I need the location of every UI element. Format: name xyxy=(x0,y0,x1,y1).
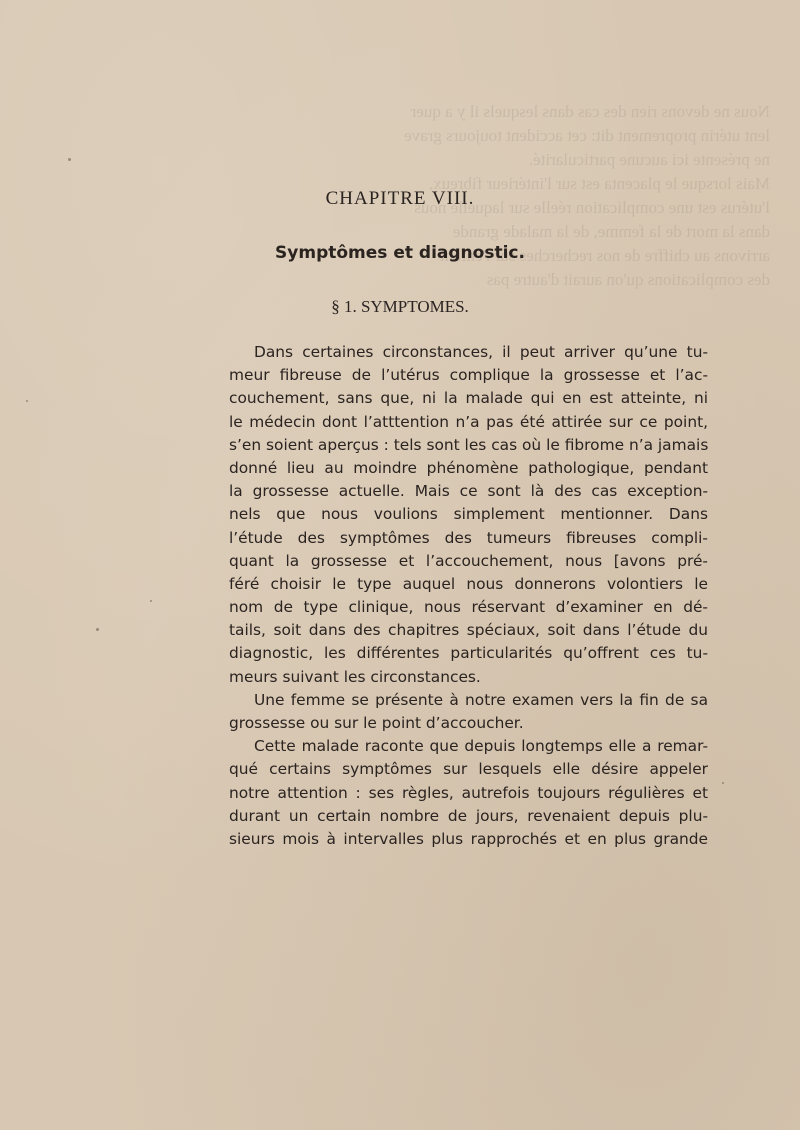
text-line: Une femme se présente à notre examen vers la fin de sa xyxy=(254,690,708,709)
text-line: le médecin dont l’atttention n’a pas été attirée sur ce point, xyxy=(229,412,708,431)
text-line: quant la grossesse et l’accouchement, nous [avons pré- xyxy=(229,551,708,570)
text-line: grossesse ou sur le point d’accoucher. xyxy=(229,714,524,732)
text-line: la grossesse actuelle. Mais ce sont là des cas exception- xyxy=(229,482,708,501)
paper-speck xyxy=(150,600,152,602)
text-line: Cette malade raconte que depuis longtemps elle a remar- xyxy=(254,737,708,756)
text-line: féré choisir le type auquel nous donnerons volontiers le xyxy=(229,574,708,593)
text-line: nels que nous voulions simplement mentionner. Dans xyxy=(229,505,708,524)
text-line: durant un certain nombre de jours, revenaient depuis plu- xyxy=(229,806,708,825)
text-line: l’étude des symptômes des tumeurs fibreuses compli- xyxy=(229,528,708,547)
chapter-subtitle: Symptômes et diagnostic. xyxy=(275,243,525,263)
text-line: qué certains symptômes sur lesquels elle désire appeler xyxy=(229,760,708,779)
text-line: diagnostic, les différentes particularités qu’offrent ces tu- xyxy=(229,644,708,663)
paragraph-1 xyxy=(229,341,708,689)
show-through-text: Nous ne devons rien des cas dans lesquels il y a quer lent utérin proprement dit: cet accident toujours grave ne présente ici aucune particularité. Mais lorsque le placenta est sur l'intérieur fibreux, l'utérus est une complication réelle sur laquelle nous dans la mort de la femme, de la malade grande arrivons au chiffre de nos recherches sur l'enfant des complications qu'on aurait d'autre pas xyxy=(404,102,770,289)
paper-speck xyxy=(96,628,99,631)
paper-speck xyxy=(68,158,71,161)
text-line: couchement, sans que, ni la malade qui en est atteinte, ni xyxy=(229,389,708,408)
text-line: Dans certaines circonstances, il peut arriver qu’une tu- xyxy=(254,343,708,361)
text-line: donné lieu au moindre phénomène pathologique, pendant xyxy=(229,458,708,477)
text-line: tails, soit dans des chapitres spéciaux, soit dans l’étude du xyxy=(229,621,708,640)
paper-speck xyxy=(722,782,724,784)
text-line: notre attention : ses règles, autrefois toujours régulières et xyxy=(229,783,708,802)
text-line: sieurs mois à intervalles plus rapprochés et en plus grande xyxy=(229,829,708,848)
paragraph-3 xyxy=(229,735,708,851)
body-text xyxy=(229,341,708,851)
text-line: meurs suivant les circonstances. xyxy=(229,667,481,686)
paragraph-2 xyxy=(229,689,708,735)
text-line: meur fibreuse de l’utérus complique la grossesse et l’ac- xyxy=(229,366,708,385)
text-line: nom de type clinique, nous réservant d’examiner en dé- xyxy=(229,598,708,617)
text-line: s’en soient aperçus : tels sont les cas où le fibrome n’a jamais xyxy=(229,435,708,454)
section-heading: § 1. SYMPTOMES. xyxy=(331,297,469,316)
paper-speck xyxy=(26,400,28,402)
chapter-title: CHAPITRE VIII. xyxy=(325,188,475,209)
